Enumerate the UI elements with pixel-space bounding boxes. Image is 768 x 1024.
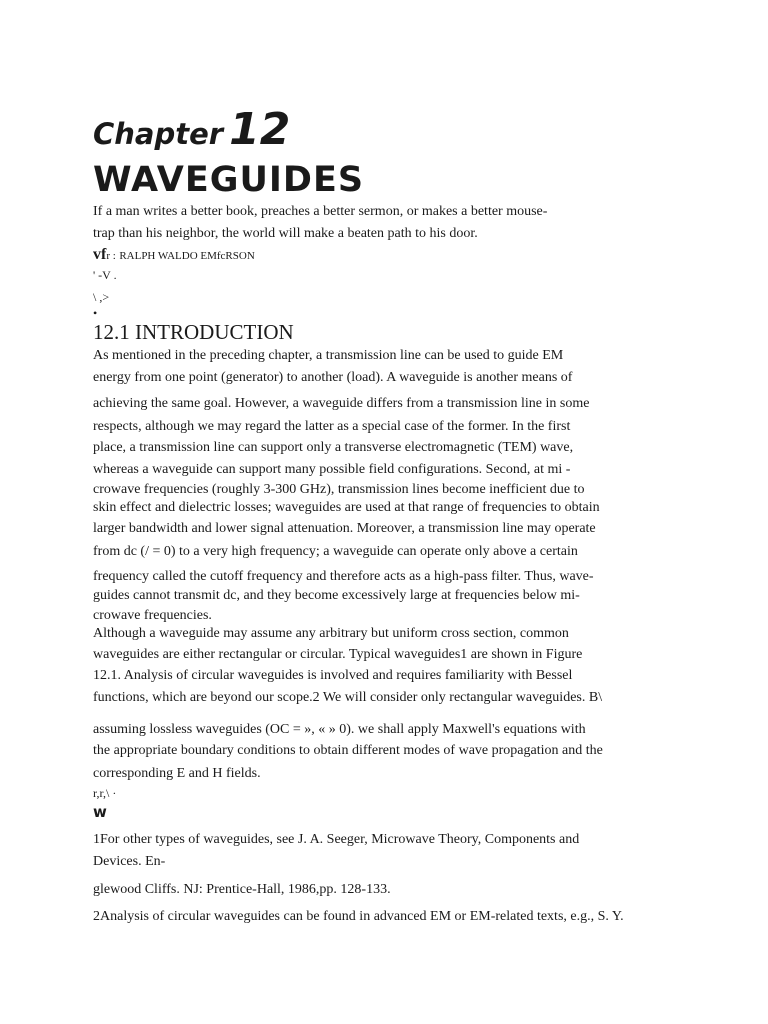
chapter-label xyxy=(93,104,290,155)
body-line: corresponding E and H fields. xyxy=(93,766,261,781)
body-line: skin effect and dielectric losses; waveguides are used at that range of frequencies to obtain xyxy=(93,500,600,515)
scan-noise-4: r,r,\ · xyxy=(93,786,117,800)
body-line: respects, although we may regard the latter as a special case of the former. In the first xyxy=(93,419,571,434)
body-line: waveguides are either rectangular or circular. Typical waveguides1 are shown in Figure xyxy=(93,647,583,662)
section-heading: 12.1 INTRODUCTION xyxy=(93,320,294,344)
body-line: functions, which are beyond our scope.2 We will consider only rectangular waveguides. B\ xyxy=(93,690,603,705)
attribution-small: r : xyxy=(106,250,116,262)
body-line: achieving the same goal. However, a waveguide differs from a transmission line in some xyxy=(93,396,590,411)
epigraph-line-2: trap than his neighbor, the world will make a beaten path to his door. xyxy=(93,226,478,241)
body-line: Although a waveguide may assume any arbitrary but uniform cross section, common xyxy=(93,626,569,641)
attribution-mark: vf xyxy=(93,246,107,263)
scan-noise-1: ' -V . xyxy=(93,268,117,282)
footnote-1-cont: Devices. En- xyxy=(93,854,166,869)
body-line: place, a transmission line can support only a transverse electromagnetic (TEM) wave, xyxy=(93,440,574,455)
chapter-title: WAVEGUIDES xyxy=(93,160,365,200)
footnote-1: 1For other types of waveguides, see J. A. Seeger, Microwave Theory, Components and xyxy=(93,832,580,847)
scan-noise-2: \ ,> xyxy=(93,290,110,304)
body-line: larger bandwidth and lower signal attenuation. Moreover, a transmission line may operate xyxy=(93,521,596,536)
body-line: crowave frequencies. xyxy=(93,608,212,623)
footnote-2: 2Analysis of circular waveguides can be found in advanced EM or EM-related texts, e.g., S. Y. xyxy=(93,909,624,924)
footnote-1-cont2: glewood Cliffs. NJ: Prentice-Hall, 1986,pp. 128-133. xyxy=(93,882,391,897)
body-line: from dc (/ = 0) to a very high frequency; a waveguide can operate only above a certain xyxy=(93,544,578,559)
body-line: energy from one point (generator) to another (load). A waveguide is another means of xyxy=(93,370,573,385)
epigraph-line-1: If a man writes a better book, preaches a better sermon, or makes a better mouse- xyxy=(93,204,548,219)
attribution-name: RALPH WALDO EMfcRSON xyxy=(119,250,255,262)
body-line: the appropriate boundary conditions to obtain different modes of wave propagation and the xyxy=(93,743,603,758)
body-line: crowave frequencies (roughly 3-300 GHz), transmission lines become inefficient due to xyxy=(93,482,585,497)
scan-noise-3: • xyxy=(93,306,98,320)
body-line: assuming lossless waveguides (OC = », « » 0). we shall apply Maxwell's equations with xyxy=(93,722,586,737)
epigraph-attribution xyxy=(93,246,255,264)
body-line: guides cannot transmit dc, and they become excessively large at frequencies below mi- xyxy=(93,588,580,603)
body-line: whereas a waveguide can support many possible field configurations. Second, at mi - xyxy=(93,462,571,477)
body-line: As mentioned in the preceding chapter, a transmission line can be used to guide EM xyxy=(93,348,564,363)
chapter-word: Chapter xyxy=(93,117,224,151)
scan-noise-5: w xyxy=(93,803,107,821)
body-line: 12.1. Analysis of circular waveguides is involved and requires familiarity with Bessel xyxy=(93,668,573,683)
chapter-number: 12 xyxy=(229,104,291,155)
body-line: frequency called the cutoff frequency and therefore acts as a high-pass filter. Thus, wave- xyxy=(93,569,594,584)
